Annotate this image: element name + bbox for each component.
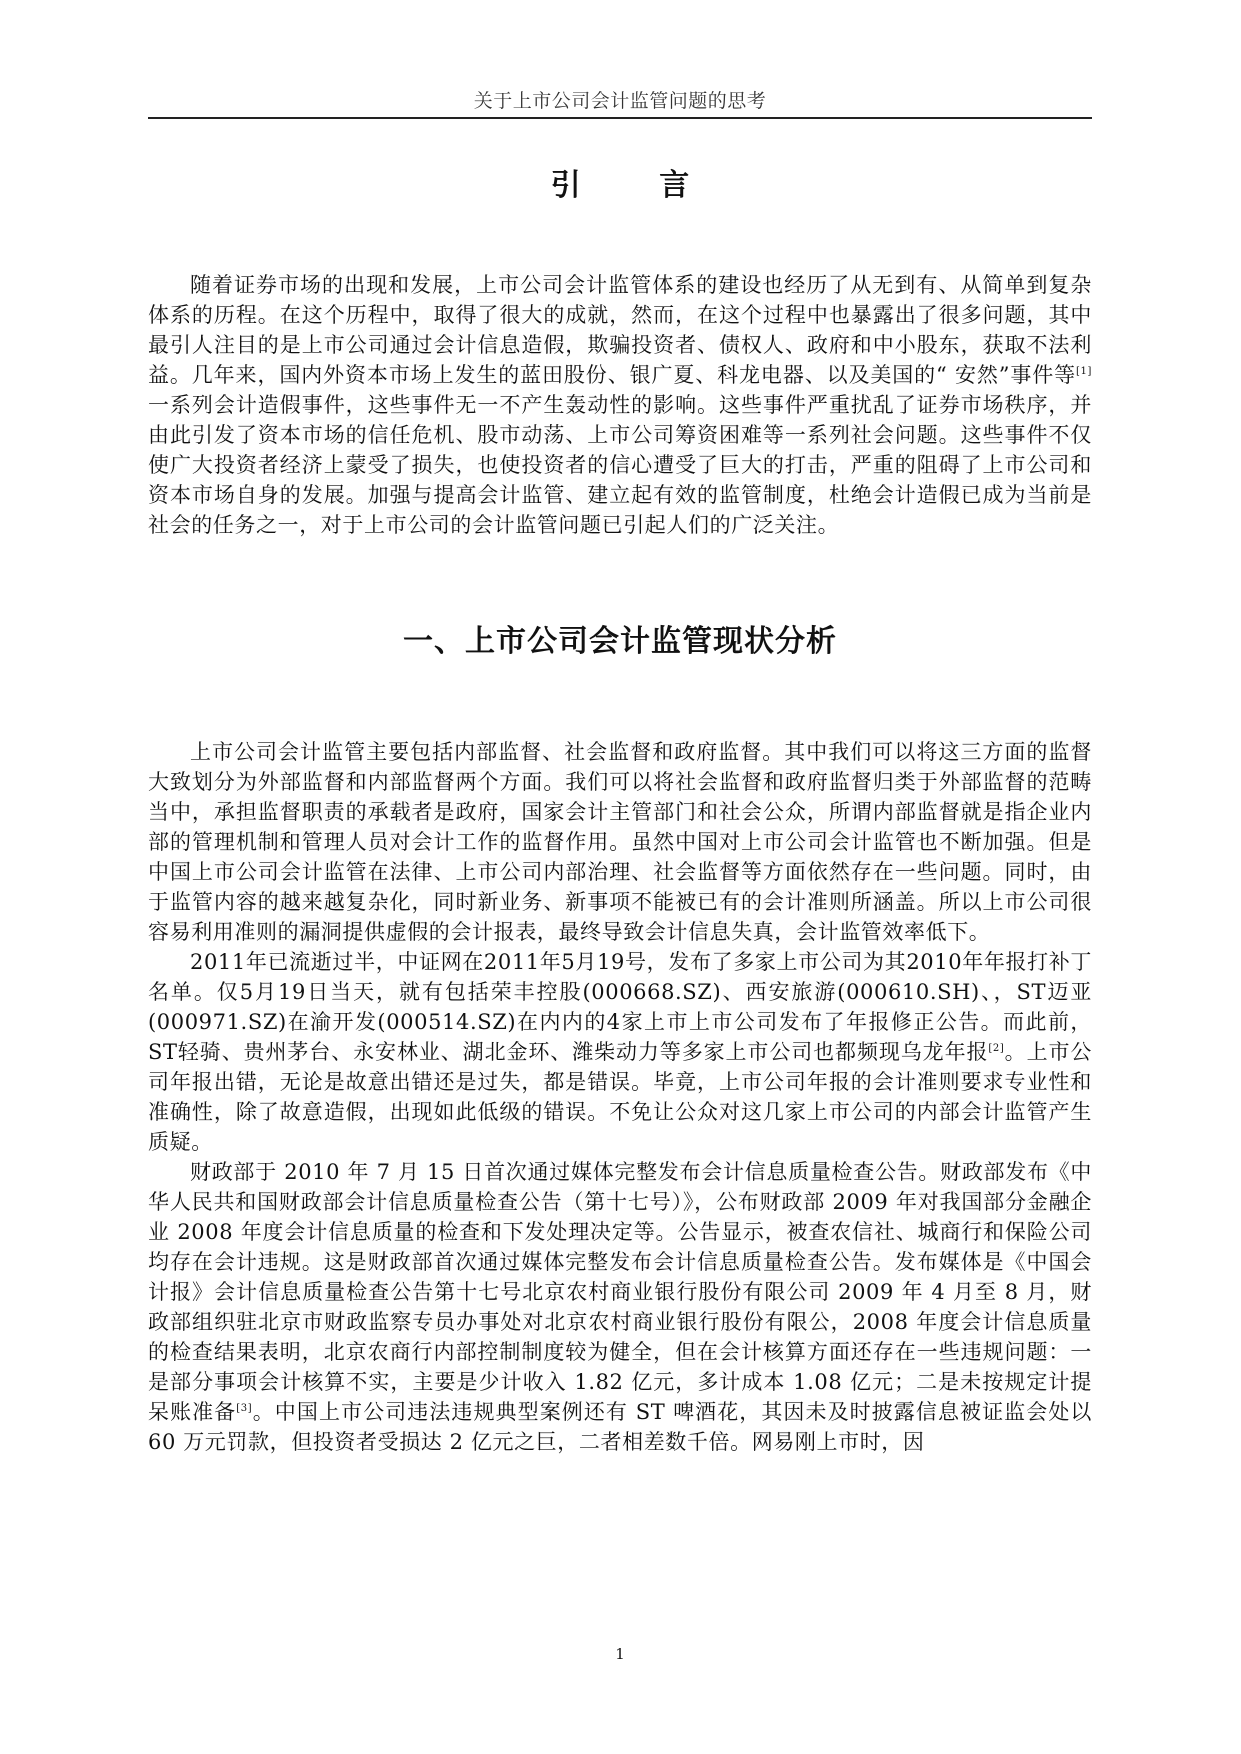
section-1-body bbox=[148, 737, 1092, 1457]
citation-ref-2: [2] bbox=[988, 1043, 1005, 1054]
intro-paragraph-1 bbox=[148, 270, 1092, 540]
paragraph-text: 。中国上市公司违法违规典型案例还有 ST 啤酒花，其因未及时披露信息被证监会处以 60 万元罚款，但投资者受损达 2 亿元之巨，二者相差数千倍。网易刚上市时，因 bbox=[148, 1400, 1092, 1454]
page-number: 1 bbox=[615, 1645, 625, 1663]
running-header: 关于上市公司会计监管问题的思考 bbox=[473, 90, 767, 112]
paragraph-text: 一系列会计造假事件，这些事件无一不产生轰动性的影响。这些事件严重扰乱了证券市场秩序，并由此引发了资本市场的信任危机、股市动荡、上市公司筹资困难等一系列社会问题。这些事件不仅使广大投资者经济上蒙受了损失，也使投资者的信心遭受了巨大的打击，严重的阻碍了上市公司和资本市场自身的发展。加强与提高会计监管、建立起有效的监管制度，杜绝会计造假已成为当前是社会的任务之一，对于上市公司的会计监管问题已引起人们的广泛关注。 bbox=[148, 393, 1092, 537]
citation-ref-1: [1] bbox=[1076, 366, 1092, 377]
paragraph-text: 2011年已流逝过半，中证网在2011年5月19号，发布了多家上市公司为其2010年年报打补丁名单。仅5月19日当天，就有包括荣丰控股(000668.SZ)、西安旅游(000610.SH)、，ST迈亚(000971.SZ)在渝开发(000514.SZ)在内内的4家上市上市公司发布了年报修正公告。而此前，ST轻骑、贵州茅台、永安林业、湖北金环、潍柴动力等多家上市公司也都频现乌龙年报 bbox=[148, 950, 1092, 1064]
section-1-paragraph-3 bbox=[148, 1157, 1092, 1457]
section-1-paragraph-2 bbox=[148, 947, 1092, 1157]
intro-body bbox=[148, 270, 1092, 540]
citation-ref-3: [3] bbox=[236, 1403, 253, 1414]
paragraph-text: 。上市公司年报出错，无论是故意出错还是过失，都是错误。毕竟，上市公司年报的会计准则要求专业性和准确性，除了故意造假，出现如此低级的错误。不免让公众对这几家上市公司的内部会计监管产生质疑。 bbox=[148, 1040, 1092, 1154]
section-1-paragraph-1 bbox=[148, 737, 1092, 947]
header-rule bbox=[148, 117, 1092, 119]
intro-title: 引 言 bbox=[550, 168, 724, 203]
paragraph-text: 随着证券市场的出现和发展，上市公司会计监管体系的建设也经历了从无到有、从简单到复杂体系的历程。在这个历程中，取得了很大的成就，然而，在这个过程中也暴露出了很多问题，其中最引人注目的是上市公司通过会计信息造假，欺骗投资者、债权人、政府和中小股东，获取不法利益。几年来，国内外资本市场上发生的蓝田股份、银广夏、科龙电器、以及美国的“ 安然”事件等 bbox=[148, 273, 1092, 387]
paragraph-text: 财政部于 2010 年 7 月 15 日首次通过媒体完整发布会计信息质量检查公告。财政部发布《中华人民共和国财政部会计信息质量检查公告（第十七号）》，公布财政部 2009 年对我国部分金融企业 2008 年度会计信息质量的检查和下发处理决定等。公告显示，被查农信社、城商行和保险公司均存在会计违规。这是财政部首次通过媒体完整发布会计信息质量检查公告。发布媒体是《中国会计报》会计信息质量检查公告第十七号北京农村商业银行股份有限公司 2009 年 4 月至 8 月，财政部组织驻北京市财政监察专员办事处对北京农村商业银行股份有限公，2008 年度会计信息质量的检查结果表明，北京农商行内部控制制度较为健全，但在会计核算方面还存在一些违规问题：一是部分事项会计核算不实，主要是少计收入 1.82 亿元，多计成本 1.08 亿元；二是未按规定计提呆账准备 bbox=[148, 1160, 1092, 1424]
paragraph-text: 上市公司会计监管主要包括内部监督、社会监督和政府监督。其中我们可以将这三方面的监督大致划分为外部监督和内部监督两个方面。我们可以将社会监督和政府监督归类于外部监督的范畴当中，承担监督职责的承载者是政府，国家会计主管部门和社会公众，所谓内部监督就是指企业内部的管理机制和管理人员对会计工作的监督作用。虽然中国对上市公司会计监管也不断加强。但是中国上市公司会计监管在法律、上市公司内部治理、社会监督等方面依然存在一些问题。同时，由于监管内容的越来越复杂化，同时新业务、新事项不能被已有的会计准则所涵盖。所以上市公司很容易利用准则的漏洞提供虚假的会计报表，最终导致会计信息失真，会计监管效率低下。 bbox=[148, 740, 1092, 944]
section-1-title: 一、上市公司会计监管现状分析 bbox=[403, 624, 837, 659]
